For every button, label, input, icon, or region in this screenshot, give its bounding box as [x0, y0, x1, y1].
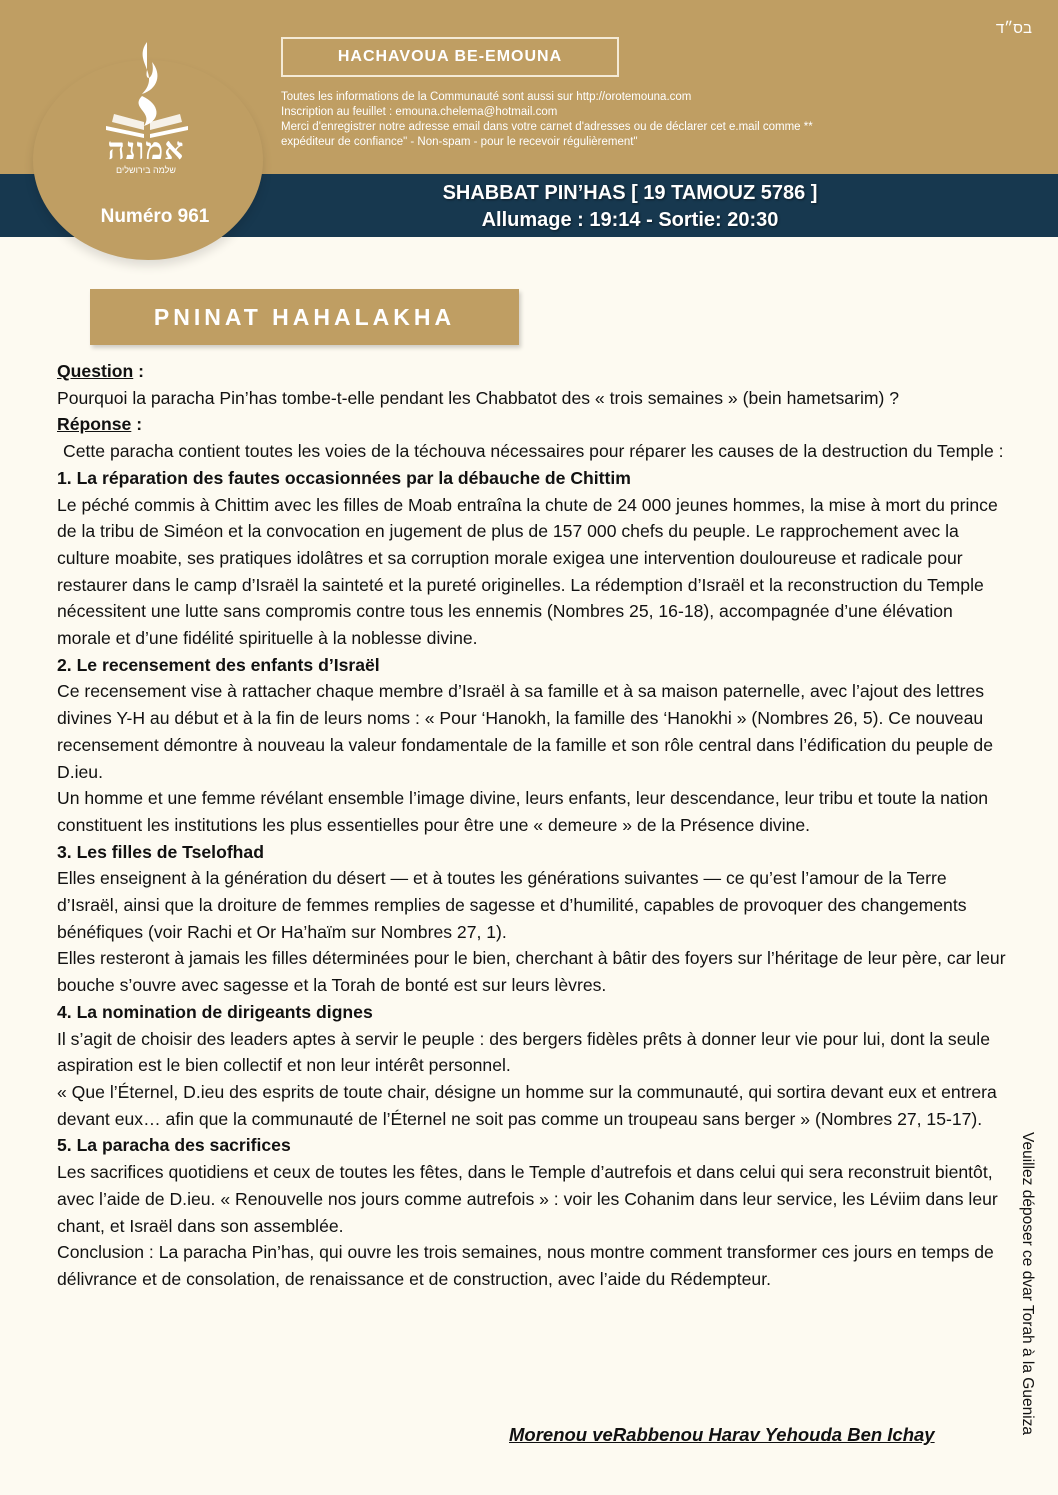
info-block: [281, 90, 981, 150]
logo-wordmark: אמונה: [107, 132, 185, 167]
label-colon: :: [133, 361, 144, 381]
article-body: [57, 358, 1007, 1293]
candle-times: Allumage : 19:14 - Sortie: 20:30: [481, 209, 779, 231]
author-signature: Morenou veRabbenou Harav Yehouda Ben Ichay: [509, 1424, 935, 1445]
conclusion-text: Conclusion : La paracha Pin’has, qui ouvre les trois semaines, nous montre comment transformer ces jours en temps de délivrance et de consolation, de renaissance et de construction, avec l’aide du Rédempteur.: [57, 1242, 994, 1289]
bsd-mark: בס״ד: [995, 20, 1032, 37]
issue-number: Numéro 961: [100, 206, 210, 227]
info-line: Inscription au feuillet : emouna.chelema@hotmail.com: [281, 106, 558, 118]
point-title: La paracha des sacrifices: [76, 1135, 291, 1156]
point-paragraph: Ce recensement vise à rattacher chaque membre d’Israël à sa famille et à sa maison paternelle, avec l’ajout des lettres divines Y-H au début et à la fin de leurs noms : « Pour ‘Hanokh, la famille des ‘Hanokhi » (Nombres 26, 5). Ce nouveau recensement démontre à nouveau la valeur fondamentale de la famille et son rôle central dans l’édification du peuple de D.ieu.: [57, 681, 993, 782]
point-paragraph: Le péché commis à Chittim avec les filles de Moab entraîna la chute de 24 000 jeunes hommes, la mise à mort du prince de la tribu de Siméon et la convocation en jugement de plus de 157 000 chefs du peuple. Le rapprochement avec la culture moabite, ses pratiques idolâtres et sa corruption morale exigea une intervention douloureuse et radicale pour restaurer dans le camp d’Israël la sainteté et la pureté originelles. La rédemption d’Israël et la reconstruction du Temple nécessitent une lutte sans compromis contre tous les ennemis (Nombres 25, 16-18), accompagnée d’une élévation morale et d’une fidélité spirituelle à la noblesse divine.: [57, 494, 998, 649]
point-number: 1.: [57, 467, 77, 488]
shabbat-title: SHABBAT PIN’HAS [ 19 TAMOUZ 5786 ]: [442, 182, 818, 204]
point-paragraph: Un homme et une femme révélant ensemble l’image divine, leurs enfants, leur descendance, leur tribu et toute la nation constituent les institutions les plus essentielles pour être une « demeure » de la Présence divine.: [57, 788, 989, 835]
point-paragraph: Elles enseignent à la génération du désert — et à toutes les générations suivantes — ce qu’est l’amour de la Terre d’Israël, ainsi que la droiture de femmes remplies de sagesse et d’humilité, capables de provoquer des changements bénéfiques (voir Rachi et Or Ha’haïm sur Nombres 27, 1).: [57, 868, 967, 942]
point-paragraph: Elles resteront à jamais les filles déterminées pour le bien, cherchant à bâtir des foyers sur l’héritage de leur père, car leur bouche s’ouvre avec sagesse et la Torah de bonté est sur leurs lèvres.: [57, 948, 1006, 996]
point-number: 2.: [57, 654, 77, 675]
info-line: expéditeur de confiance" - Non-spam - pour le recevoir régulièrement": [281, 136, 638, 148]
point-title: La réparation des fautes occasionnées par la débauche de Chittim: [76, 467, 631, 488]
point-heading: [57, 652, 1007, 679]
point-number: 3.: [57, 841, 77, 862]
point-title: La nomination de dirigeants dignes: [76, 1001, 373, 1022]
answer-label: Réponse: [57, 414, 132, 435]
answer-heading: [57, 411, 1007, 438]
info-line: Toutes les informations de la Communauté sont aussi sur http://orotemouna.com: [281, 91, 692, 103]
info-line: Merci d'enregistrer notre adresse email dans votre carnet d'adresses ou de déclarer cet e.mail comme **: [281, 121, 813, 133]
guenizah-note: Veuillez déposer ce dvar Torah à la Guenizа: [1019, 1132, 1036, 1436]
shabbat-info: [380, 180, 880, 234]
newsletter-title: HACHAVOUA BE-EMOUNA: [281, 37, 619, 77]
point-number: 5.: [57, 1135, 77, 1156]
point-title: Les filles de Tselofhad: [76, 841, 264, 862]
point-paragraph: « Que l’Éternel, D.ieu des esprits de toute chair, désigne un homme sur la communauté, qui sortira devant eux et entrera devant eux… afin que la communauté de l’Éternel ne soit pas comme un troupeau sans berger » (Nombres 27, 15-17).: [57, 1081, 997, 1129]
logo-subtitle: שלמה בירושלים: [115, 165, 176, 175]
point-heading: [57, 1132, 1007, 1159]
label-colon: :: [131, 414, 143, 435]
point-paragraph: Les sacrifices quotidiens et ceux de toutes les fêtes, dans le Temple d’autrefois et dans celui qui sera reconstruit bientôt, avec l’aide de D.ieu. « Renouvelle nos jours comme autrefois » : voir les Cohanim dans leur service, les Léviim dans leur chant, et Israël dans son assemblée.: [57, 1162, 998, 1236]
point-heading: [57, 839, 1007, 866]
question-label: Question: [57, 361, 134, 381]
answer-intro: Cette paracha contient toutes les voies de la téchouva nécessaires pour réparer les causes de la destruction du Temple :: [63, 441, 1004, 462]
question-heading: [57, 358, 1007, 385]
point-title: Le recensement des enfants d’Israël: [76, 654, 380, 675]
point-paragraph: Il s’agit de choisir des leaders aptes à servir le peuple : des bergers fidèles prêts à donner leur vie pour lui, dont la seule aspiration est le bien collectif et non leur intérêt personnel.: [57, 1028, 990, 1076]
point-heading: [57, 999, 1007, 1026]
question-text: Pourquoi la paracha Pin’has tombe-t-elle pendant les Chabbatot des « trois semaines » (bein hametsarim) ?: [57, 387, 900, 408]
section-title: PNINAT HAHALAKHA: [90, 289, 519, 345]
point-number: 4.: [57, 1001, 77, 1022]
point-heading: [57, 465, 1007, 492]
